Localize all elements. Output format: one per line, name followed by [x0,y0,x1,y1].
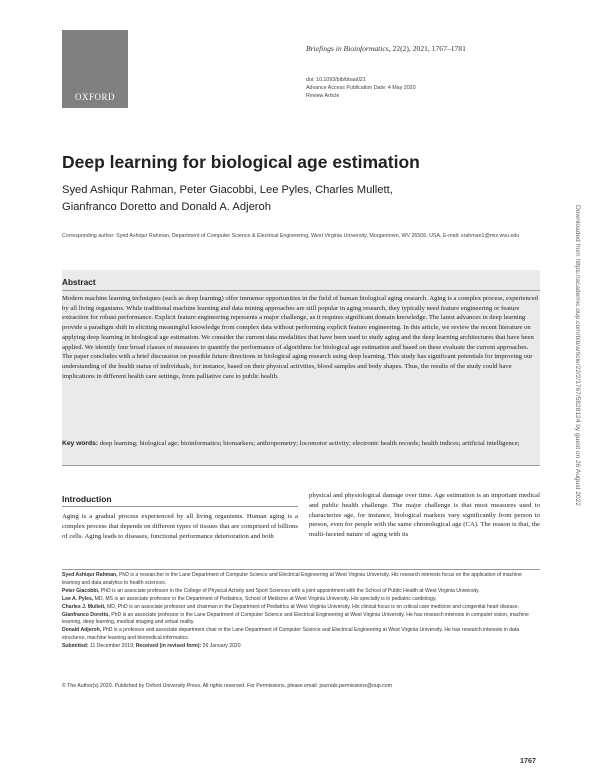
bio-doretto: Gianfranco Doretto, PhD is an associate professor in the Lane Department of Computer Science and Electrical Engineering at West Virginia University. He has research interests in computer vision, machine learning, deep learning, medical imaging and virtual reality. [62,611,529,626]
abstract-bottom-divider [62,465,540,466]
abstract-heading: Abstract [62,277,96,287]
article-meta [306,76,416,100]
journal-citation [306,44,466,53]
bio-mullett: Charles J. Mullett, MD, PhD is an associate professor and chairman in the Department of Pediatrics at West Virginia University. His clinical focus is on critical care medicine and congenital heart disease. [62,603,519,610]
article-type: Review Article [306,93,340,99]
oxford-logo [62,30,128,108]
introduction-divider [62,506,298,507]
paper-title: Deep learning for biological age estimation [62,152,420,172]
keywords-list: deep learning; biological age; bioinformatics; biomarkers; anthropometry; locomotor activity; electronic health records; health indices; artificial intelligence; [99,440,520,447]
abstract-text: Modern machine learning techniques (such as deep learning) offer immense opportunities in the field of human biological aging research. Aging is a complex process, experienced by all living organisms. While traditional machine learning and data mining approaches are still popular in aging research, they typically need feature engineering or feature extraction for robust performance. Explicit feature engineering represents a major challenge, as it requires significant domain knowledge. The latest advances in deep learning provide a paradigm shift in eliciting meaningful knowledge from complex data without performing explicit feature engineering. In this article, we review the recent literature on applying deep learning in biological age estimation. We consider the current data modalities that have been used to study aging and the deep learning architectures that have been applied. We identify four broad classes of measures to quantify the performance of algorithms for biological age estimation and based on these evaluate the current approaches. The paper concludes with a brief discussion on possible future directions in biological aging research using deep learning. This study has significant potentials for improving our understanding of the health status of individuals, for instance, based on their physical activities, blood samples and body shapes. Thus, the results of the study could have implications in different health care settings, from palliative care to public health. [62,295,539,380]
logo-text: OXFORD [74,92,115,102]
journal-volume: , 22(2), 2021, 1767–1781 [388,44,466,53]
doi[interactable]: doi: 10.1093/bib/bbaa021 [306,77,366,83]
side-note-text[interactable]: Downloaded from https://academic.oup.com/bib/article/22/2/1767/5828124 by guest on 26 August 2022 [574,205,581,506]
journal-name: Briefings in Bioinformatics [306,44,389,53]
authors-line-2: Gianfranco Doretto and Donald A. Adjeroh [62,201,271,213]
bio-adjeroh: Donald Adjeroh, PhD is a professor and associate department chair in the Lane Department of Computer Science and Electrical Engineering at West Virginia University. He has research interests in data structures, machine learning and biomedical informatics. [62,627,520,642]
bio-rahman: Syed Ashiqur Rahman, PhD is a researcher in the Lane Department of Computer Science and Electrical Engineering at West Virginia University. His research interests focus on the application of machine learning and data analytics to health sciences. [62,572,522,586]
corresponding-author: Corresponding author: Syed Ashiqur Rahman, Department of Computer Science & Electrical Engineering, West Virginia University, Morgantown, WV 26506, USA. E-mail: srahman1@mix.wvu.edu [62,233,520,239]
abstract-divider [62,290,540,291]
copyright-notice: © The Author(s) 2020. Published by Oxford University Press. All rights reserved. For Permissions, please email: journals.permissions@oup.com [62,683,392,689]
author-list [62,182,542,216]
introduction-heading: Introduction [62,494,112,504]
advance-access-date: Advance Access Publication Date: 4 May 2020 [306,85,416,91]
bio-pyles: Lee A. Pyles, MD, MS is an associate professor in the Department of Pediatrics, School of Medicine at West Virginia University. His specialty is in pediatric cardiology. [62,595,437,602]
author-bios [62,572,540,651]
submission-dates: Submitted: 11 December 2019; Received (in revised form): 26 January 2020 [62,643,241,650]
page-number: 1767 [520,756,536,765]
bio-giacobbi: Peter Giacobbi, PhD is an associate professor in the College of Physical Activity and Sport Sciences with a joint appointment with the School of Public Health at West Virginia University. [62,587,480,594]
authors-line-1: Syed Ashiqur Rahman, Peter Giacobbi, Lee Pyles, Charles Mullett, [62,184,393,196]
intro-column-2: physical and physiological damage over time. Age estimation is an important medical and public health challenge. The major challenge is that most measures used to characterize age, for instance, biological markers vary significantly from person to person, even for people with the same chronological age (CA). The reason is that, the multi-faceted nature of aging with its [309,492,540,539]
keywords [62,439,540,449]
download-side-note [572,205,586,561]
intro-column-1: Aging is a gradual process experienced by all living organisms. Human aging is a complex process that depends on different types of tissues that are comprised of billions of cells. Aging leads to diseases, functional performance deterioration and both [62,513,298,540]
bios-divider [62,569,540,570]
keywords-label: Key words: [62,440,99,447]
abstract-section [62,270,540,466]
